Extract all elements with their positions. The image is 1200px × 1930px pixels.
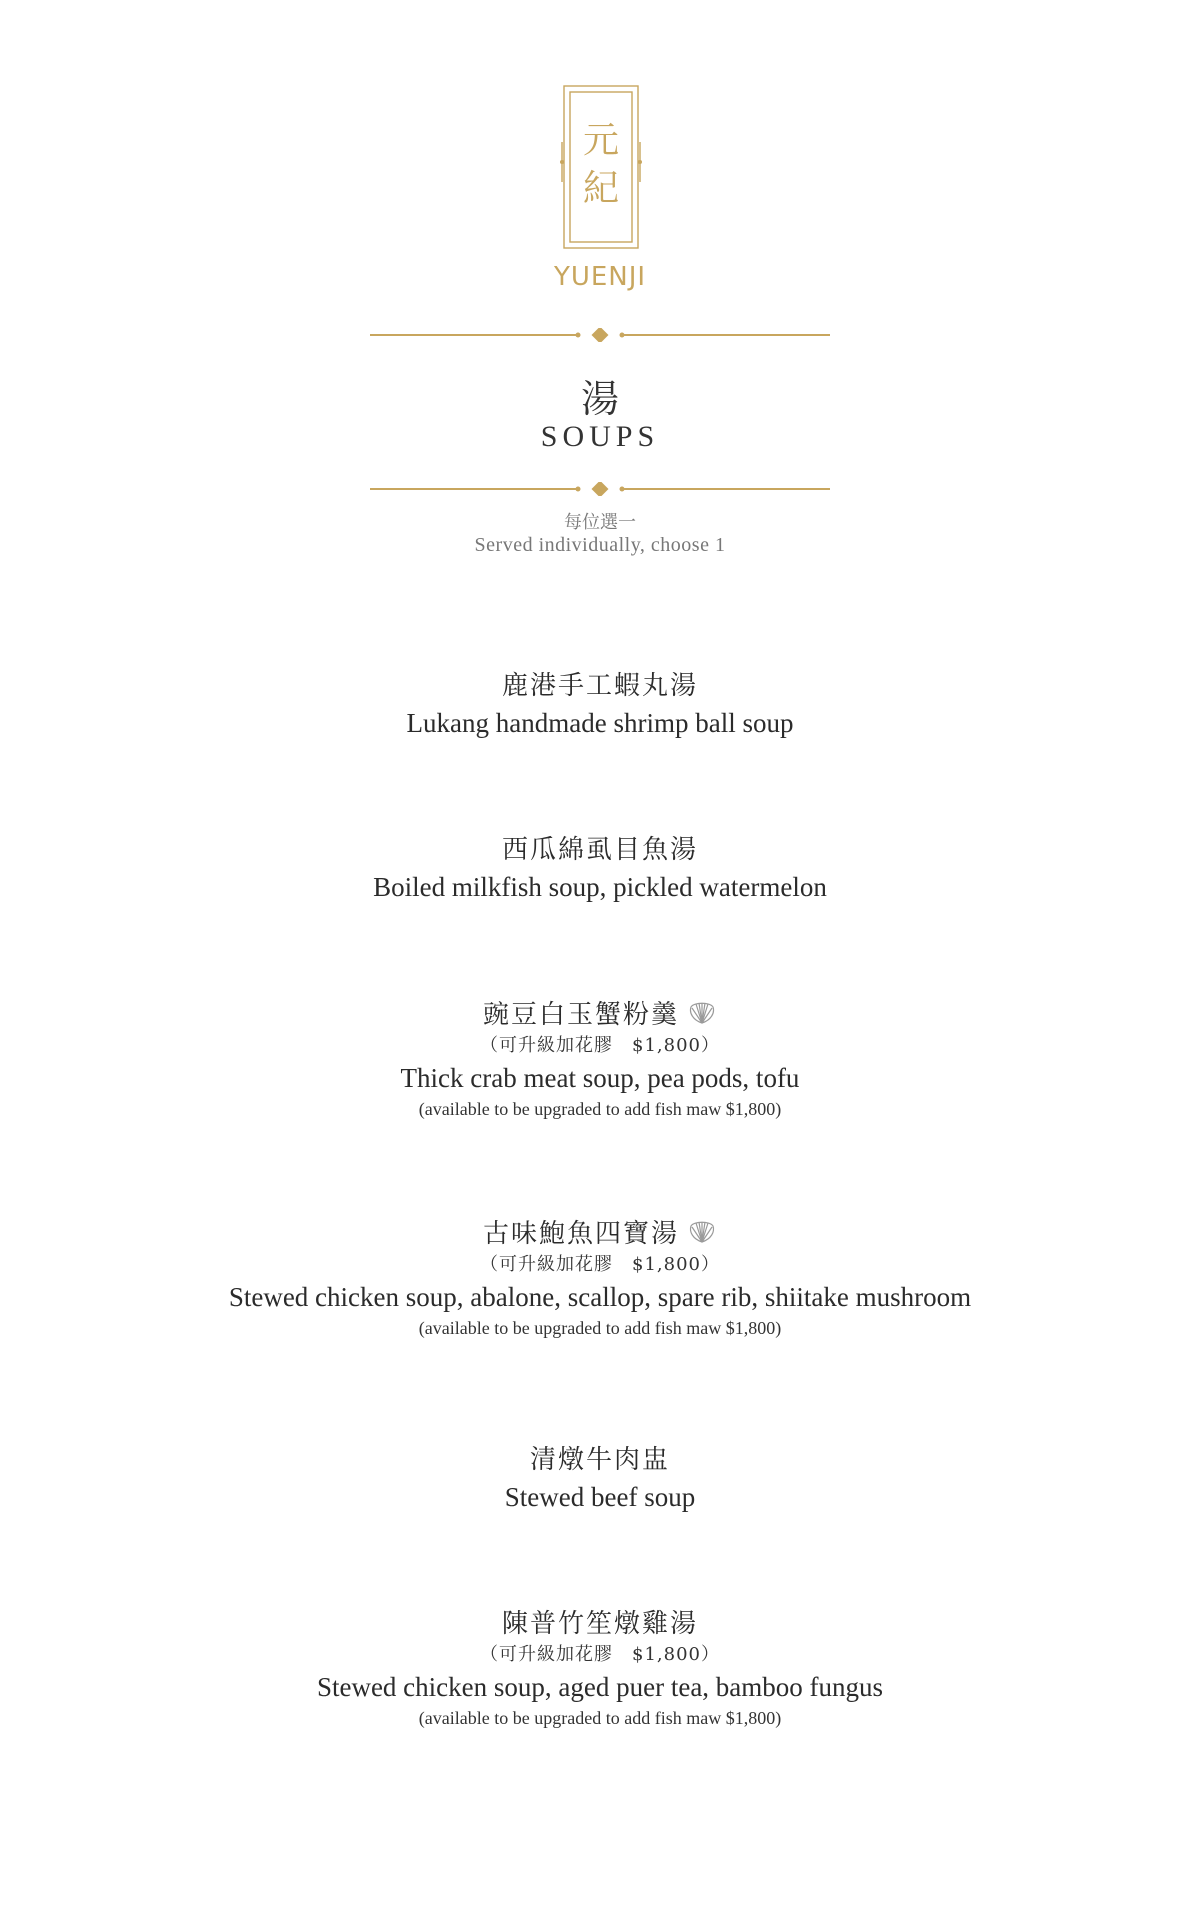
item-name-en: Stewed chicken soup, abalone, scallop, spare rib, shiitake mushroom [228,1282,972,1312]
serving-note-en: Served individually, choose 1 [474,534,726,556]
item-name-en: Stewed chicken soup, aged puer tea, bamboo fungus [316,1672,884,1702]
serving-note-zh: 每位選一 [564,512,636,533]
item-name-row [0,1216,1200,1252]
item-upgrade-zh: （可升級加花膠 $1,800） [480,1644,720,1665]
item-name-en: Boiled milkfish soup, pickled watermelon [373,872,827,902]
item-upgrade-en: (available to be upgraded to add fish maw $1,800) [418,1708,782,1728]
item-name-zh: 西瓜綿虱目魚湯 [501,835,698,865]
item-name-zh: 陳普竹笙燉雞湯 [501,1609,698,1639]
item-name-zh: 古味鮑魚四寶湯 [482,1219,679,1249]
scallop-shell-icon [687,1000,717,1026]
divider-top [370,328,830,342]
item-name-en: Lukang handmade shrimp ball soup [406,708,794,738]
divider-bottom [370,482,830,496]
item-upgrade-en: (available to be upgraded to add fish maw $1,800) [418,1099,782,1119]
brand-logo [560,82,642,252]
brand-name: YUENJI [553,262,647,292]
logo-char-1: 元 [582,120,620,161]
section-title-zh: 湯 [580,377,619,421]
item-name-en: Thick crab meat soup, pea pods, tofu [400,1063,800,1093]
menu-item [0,668,1200,742]
section-title-en: SOUPS [540,420,660,453]
menu-item [0,997,1200,1121]
item-name-zh: 豌豆白玉蟹粉羹 [482,1000,679,1030]
item-name-en: Stewed beef soup [504,1482,696,1512]
menu-item [0,832,1200,906]
item-upgrade-zh: （可升級加花膠 $1,800） [480,1035,720,1056]
scallop-shell-icon [687,1219,717,1245]
item-upgrade-zh: （可升級加花膠 $1,800） [480,1254,720,1275]
item-name-zh: 清燉牛肉盅 [529,1445,670,1475]
menu-item [0,1216,1200,1340]
item-name-zh: 鹿港手工蝦丸湯 [501,671,698,701]
item-upgrade-en: (available to be upgraded to add fish maw $1,800) [418,1318,782,1338]
menu-item [0,1442,1200,1516]
item-name-row [0,997,1200,1033]
menu-item [0,1606,1200,1730]
logo-char-2: 紀 [582,168,620,209]
